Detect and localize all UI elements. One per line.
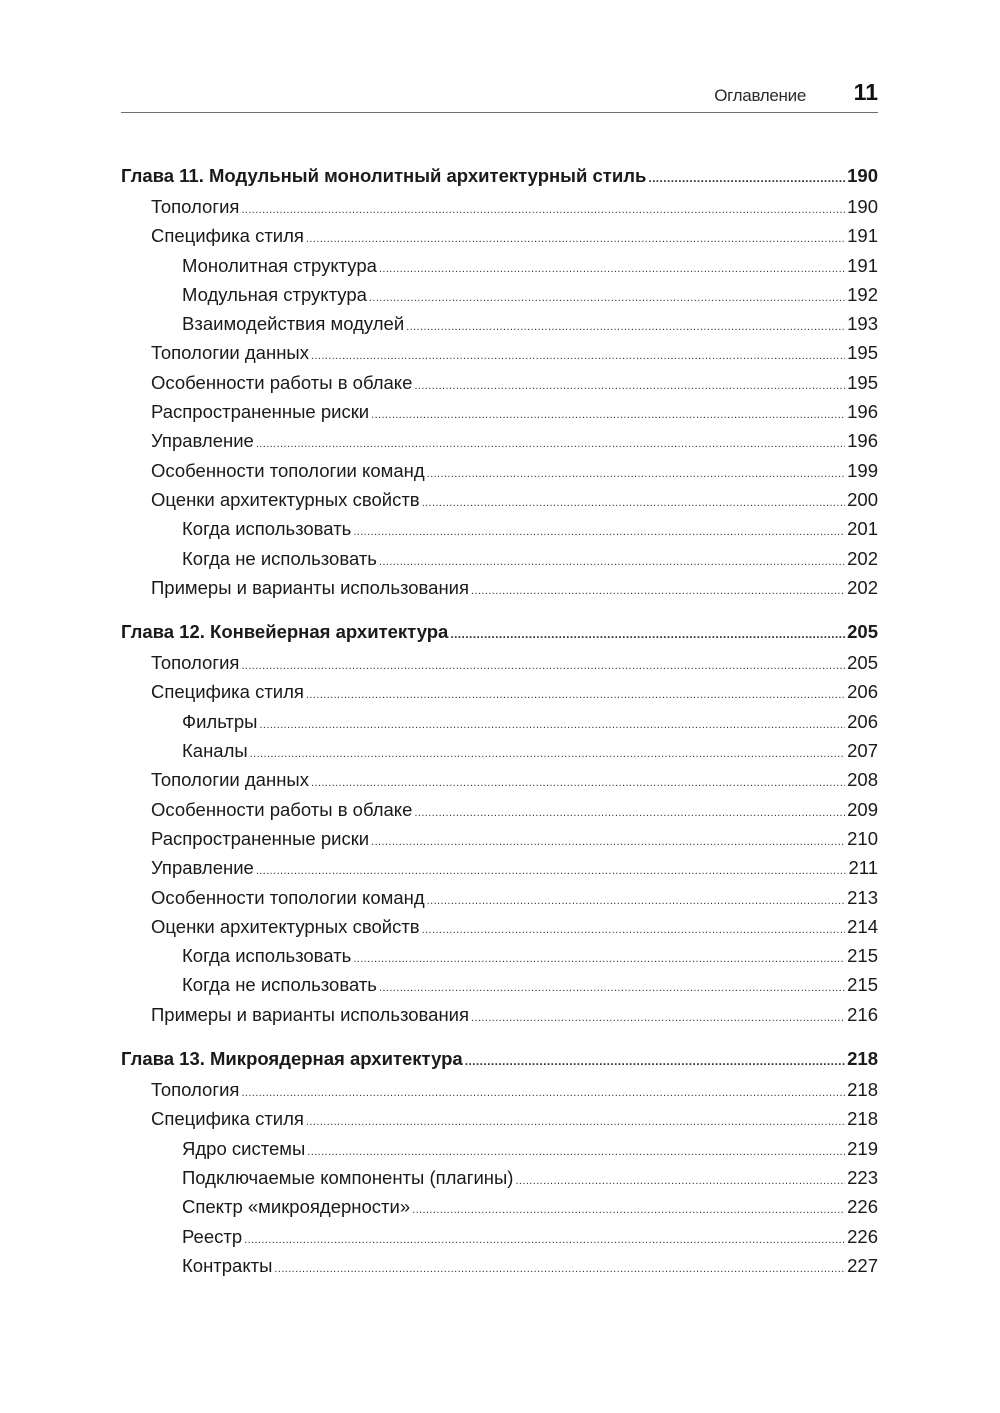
entry-title: Оценки архитектурных свойств	[151, 915, 420, 937]
entry-title: Контракты	[182, 1254, 273, 1276]
toc-subsection-entry[interactable]	[121, 251, 878, 280]
entry-title: Топология	[151, 652, 240, 674]
toc-section-entry[interactable]	[121, 648, 878, 677]
entry-title: Топология	[151, 196, 240, 217]
toc-subsection-entry[interactable]	[121, 1192, 878, 1221]
toc-subsection-entry[interactable]	[121, 1163, 878, 1192]
entry-title: Топологии данных	[151, 769, 309, 791]
dot-leader	[250, 736, 845, 769]
toc-section-entry[interactable]	[121, 426, 878, 455]
toc-subsection-entry[interactable]	[121, 736, 878, 765]
toc-section-entry[interactable]	[121, 795, 878, 824]
entry-title: Монолитная структура	[182, 254, 377, 276]
chapter-page-number: 190	[847, 165, 878, 186]
entry-title: Управление	[151, 857, 254, 879]
entry-title: Взаимодействия модулей	[182, 313, 405, 335]
chapter-title: Глава 11. Модульный монолитный архитектурный стиль	[121, 165, 647, 186]
dot-leader	[244, 1222, 845, 1255]
entry-page-number: 215	[847, 945, 878, 967]
entry-page-number: 201	[847, 518, 878, 540]
dot-leader	[414, 368, 845, 401]
entry-page-number: 209	[847, 798, 878, 820]
entry-title: Топология	[151, 1079, 240, 1101]
entry-page-number: 210	[847, 827, 878, 849]
dot-leader	[450, 616, 845, 650]
entry-page-number: 195	[847, 371, 878, 393]
entry-page-number: 191	[847, 254, 878, 276]
entry-title: Особенности топологии команд	[151, 459, 425, 481]
dot-leader	[306, 677, 845, 710]
page-header	[121, 78, 878, 113]
dot-leader	[307, 1134, 845, 1167]
entry-title: Спектр «микроядерности»	[182, 1196, 411, 1218]
entry-page-number: 190	[847, 196, 878, 217]
entry-title: Примеры и варианты использования	[151, 576, 470, 598]
entry-page-number: 193	[847, 313, 878, 335]
entry-title: Специфика стиля	[151, 225, 304, 247]
entry-page-number: 200	[847, 488, 878, 510]
dot-leader	[241, 1075, 845, 1108]
dot-leader	[306, 1104, 845, 1137]
dot-leader	[241, 192, 845, 225]
entry-page-number: 213	[847, 886, 878, 908]
toc-chapter-block	[121, 616, 878, 1029]
toc-section-entry[interactable]	[121, 368, 878, 397]
entry-page-number: 219	[847, 1137, 878, 1159]
dot-leader	[274, 1251, 845, 1284]
entry-page-number: 206	[847, 681, 878, 703]
toc-chapter-heading[interactable]	[121, 616, 878, 648]
entry-title: Когда использовать	[182, 945, 352, 967]
dot-leader	[422, 912, 846, 945]
toc-subsection-entry[interactable]	[121, 280, 878, 309]
dot-leader	[256, 853, 847, 886]
entry-title: Ядро системы	[182, 1137, 306, 1159]
toc-section-entry[interactable]	[121, 192, 878, 221]
chapter-title: Глава 13. Микроядерная архитектура	[121, 1048, 463, 1070]
dot-leader	[414, 795, 845, 828]
entry-page-number: 211	[848, 857, 878, 879]
entry-page-number: 207	[847, 740, 878, 762]
dot-leader	[427, 456, 845, 489]
dot-leader	[379, 544, 845, 577]
dot-leader	[353, 514, 845, 547]
entry-page-number: 218	[847, 1108, 878, 1130]
entry-title: Управление	[151, 430, 254, 452]
toc-section-entry[interactable]	[121, 573, 878, 602]
entry-title: Специфика стиля	[151, 1108, 304, 1130]
dot-leader	[422, 485, 846, 518]
dot-leader	[465, 1043, 845, 1077]
dot-leader	[311, 765, 845, 798]
entry-page-number: 195	[847, 342, 878, 364]
dot-leader	[306, 221, 845, 254]
entry-title: Когда не использовать	[182, 547, 377, 569]
entry-title: Распространенные риски	[151, 401, 370, 423]
entry-title: Каналы	[182, 740, 248, 762]
dot-leader	[471, 573, 845, 606]
entry-page-number: 226	[847, 1196, 878, 1218]
toc-section-entry[interactable]	[121, 485, 878, 514]
toc-subsection-entry[interactable]	[121, 514, 878, 543]
toc-section-entry[interactable]	[121, 1075, 878, 1104]
dot-leader	[371, 824, 845, 857]
toc-section-entry[interactable]	[121, 456, 878, 485]
dot-leader	[406, 309, 845, 342]
toc-section-entry[interactable]	[121, 912, 878, 941]
toc-subsection-entry[interactable]	[121, 544, 878, 573]
dot-leader	[259, 707, 845, 740]
entry-page-number: 192	[847, 283, 878, 305]
entry-title: Особенности работы в облаке	[151, 371, 413, 393]
page-number: 11	[853, 79, 878, 105]
dot-leader	[311, 338, 845, 371]
toc-subsection-entry[interactable]	[121, 941, 878, 970]
toc-chapter-heading[interactable]	[121, 160, 878, 192]
entry-title: Особенности работы в облаке	[151, 798, 413, 820]
entry-page-number: 191	[847, 225, 878, 247]
toc-subsection-entry[interactable]	[121, 1222, 878, 1251]
dot-leader	[427, 883, 845, 916]
toc-subsection-entry[interactable]	[121, 970, 878, 999]
dot-leader	[471, 1000, 845, 1033]
chapter-title: Глава 12. Конвейерная архитектура	[121, 621, 449, 643]
dot-leader	[256, 426, 845, 459]
dot-leader	[369, 280, 845, 313]
entry-page-number: 216	[847, 1003, 878, 1025]
entry-page-number: 202	[847, 547, 878, 569]
dot-leader	[241, 648, 845, 681]
entry-page-number: 199	[847, 459, 878, 481]
toc-section-entry[interactable]	[121, 824, 878, 853]
entry-title: Распространенные риски	[151, 827, 370, 849]
entry-title: Оценки архитектурных свойств	[151, 488, 420, 510]
entry-title: Фильтры	[182, 710, 258, 732]
toc-subsection-entry[interactable]	[121, 1251, 878, 1280]
entry-page-number: 206	[847, 710, 878, 732]
entry-page-number: 208	[847, 769, 878, 791]
toc-subsection-entry[interactable]	[121, 309, 878, 338]
toc-subsection-entry[interactable]	[121, 707, 878, 736]
toc-section-entry[interactable]	[121, 221, 878, 250]
dot-leader	[412, 1192, 845, 1225]
entry-page-number: 202	[847, 576, 878, 598]
entry-page-number: 196	[847, 401, 878, 423]
toc-section-entry[interactable]	[121, 883, 878, 912]
entry-page-number: 215	[847, 974, 878, 996]
entry-page-number: 205	[847, 652, 878, 674]
entry-title: Примеры и варианты использования	[151, 1003, 470, 1025]
toc-section-entry[interactable]	[121, 677, 878, 706]
toc-chapter-block	[121, 160, 878, 602]
dot-leader	[371, 397, 845, 430]
toc-section-entry[interactable]	[121, 765, 878, 794]
table-of-contents	[121, 160, 878, 1294]
toc-chapter-heading[interactable]	[121, 1043, 878, 1075]
entry-page-number: 227	[847, 1254, 878, 1276]
toc-subsection-entry[interactable]	[121, 1134, 878, 1163]
entry-title: Когда не использовать	[182, 974, 377, 996]
dot-leader	[515, 1163, 845, 1196]
chapter-page-number: 218	[847, 1048, 878, 1070]
toc-section-entry[interactable]	[121, 1104, 878, 1133]
entry-title: Топологии данных	[151, 342, 309, 364]
entry-title: Когда использовать	[182, 518, 352, 540]
dot-leader	[379, 970, 845, 1003]
chapter-page-number: 205	[847, 621, 878, 643]
running-head-title: Оглавление	[714, 86, 806, 105]
entry-page-number: 223	[847, 1166, 878, 1188]
entry-page-number: 226	[847, 1225, 878, 1247]
dot-leader	[648, 160, 845, 194]
toc-section-entry[interactable]	[121, 1000, 878, 1029]
toc-chapter-block	[121, 1043, 878, 1280]
dot-leader	[379, 251, 845, 284]
entry-title: Подключаемые компоненты (плагины)	[182, 1166, 514, 1188]
entry-page-number: 214	[847, 915, 878, 937]
entry-page-number: 218	[847, 1079, 878, 1101]
entry-title: Особенности топологии команд	[151, 886, 425, 908]
toc-section-entry[interactable]	[121, 853, 878, 882]
toc-section-entry[interactable]	[121, 397, 878, 426]
toc-section-entry[interactable]	[121, 338, 878, 367]
dot-leader	[353, 941, 845, 974]
entry-title: Реестр	[182, 1225, 243, 1247]
entry-title: Специфика стиля	[151, 681, 304, 703]
entry-page-number: 196	[847, 430, 878, 452]
entry-title: Модульная структура	[182, 283, 367, 305]
